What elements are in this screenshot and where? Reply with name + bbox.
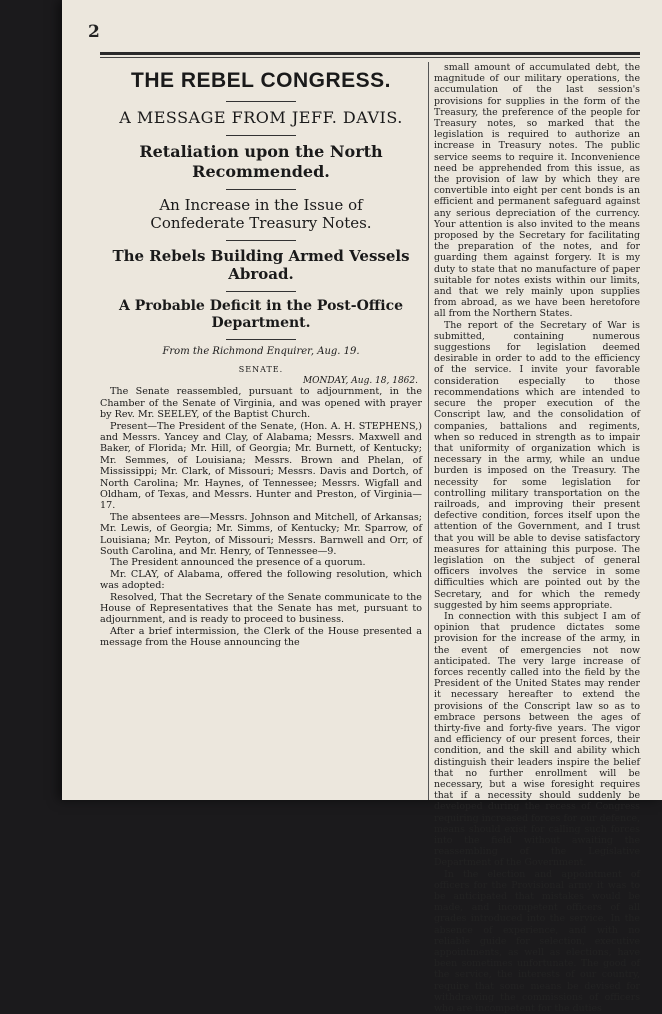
separator [226, 339, 296, 340]
section-label: SENATE. [238, 365, 284, 375]
separator [226, 189, 296, 190]
subhead-retaliation: Retaliation upon the North Recommended. [139, 142, 383, 181]
body-paragraph: In connection with this subject I am of opinion that prudence dictates some provision for the increase of the army, in the event of emergencies not now anticipated. The very large increase of forces recently called into the field by the President of the United States may render it necessary hereafter to extend the provisions of the Conscript law so as to embrace persons between the ages of thirty-five and forty-five years. The vigor and efficiency of our present forces, their condition, and the skill and ability which distinguish their leaders inspire the belief that no further enrollment will be necessary, but a wise foresight requires that if a necessity should suddenly be developed during the recess of Congress requiring increased forces for our defence, means should exist for calling such forces into the field without awaiting the reassembling of the Legislative Department of the Government. [434, 610, 640, 869]
body-paragraph: small amount of accumulated debt, the magnitude of our military operations, the accumulation of the last session's provisions for supplies in the form of the Treasury, the preference of the people for Treasury notes, so marked that the legislation is required to authorize an increase in Treasury notes. The public service seems to require it. Inconvenience need be apprehended from this issue, as the provision of law by which they are convertible into eight per cent bonds is an efficient and permanent safeguard against any serious depreciation of the currency. Your attention is also invited to the means proposed by the Secretary for facilitating the preparation of the notes, and for guarding them against forgery. It is my duty to state that no manufacture of paper suitable for notes exists within our limits, and that we rely mainly upon supplies from abroad, as we have been heretofore all from the Northern States. [434, 62, 640, 320]
body-paragraph: After a brief intermission, the Clerk of the House presented a message from the House announcing the [100, 625, 422, 649]
subhead-post-office: A Probable Deficit in the Post-Office Department. [118, 297, 404, 331]
body-paragraph: In the election and appointment of officers for the Provisional army it was to be anticipated that mistakes would be made, and incompetent officers of all grades introduced into the service. In the absence of experience, and with no reliable guide for selection, executive appointments, as well as elections, have been sometimes unfortunate. The good of the service, the interests of our country, require that some means be devised for withdrawing the commissions of officers who are incompetent for the duties [434, 868, 640, 1014]
body-paragraph: The Senate reassembled, pursuant to adjournment, in the Chamber of the Senate of Virginia, and was opened with prayer by Rev. Mr. SEELEY, of the Baptist Church. [100, 386, 422, 421]
body-paragraph: The absentees are—Messrs. Johnson and Mitchell, of Arkansas; Mr. Lewis, of Georgia; Mr. Simms, of Kentucky; Mr. Sparrow, of Louisiana; Mr. Peyton, of Missouri; Messrs. Barnwell and Orr, of South Carolina, and Mr. Henry, of Tennessee—9. [100, 511, 422, 558]
separator [226, 240, 296, 241]
subhead-vessels: The Rebels Building Armed Vessels Abroad. [112, 246, 410, 283]
subhead-message: A MESSAGE FROM JEFF. DAVIS. [119, 108, 403, 128]
top-rule-thin [100, 57, 640, 58]
top-rule [100, 52, 640, 55]
separator [226, 291, 296, 292]
right-column [434, 62, 640, 1014]
article-title: THE REBEL CONGRESS. [131, 69, 391, 92]
page-number: 2 [88, 22, 100, 42]
session-date: MONDAY, Aug. 18, 1862. [302, 376, 418, 387]
separator [226, 135, 296, 136]
source-line: From the Richmond Enquirer, Aug. 19. [162, 346, 360, 358]
left-column [100, 62, 422, 800]
subhead-treasury: An Increase in the Issue of Confederate Treasury Notes. [150, 195, 372, 232]
column-divider [428, 62, 429, 800]
body-paragraph: Mr. CLAY, of Alabama, offered the following resolution, which was adopted: [100, 568, 422, 592]
body-paragraph: Resolved, That the Secretary of the Senate communicate to the House of Representatives that the Senate has met, pursuant to adjournment, and is ready to proceed to business. [100, 591, 422, 626]
body-paragraph: The President announced the presence of a quorum. [110, 557, 366, 569]
body-paragraph: Present—The President of the Senate, (Hon. A. H. STEPHENS,) and Messrs. Yancey and Clay, of Alabama; Messrs. Maxwell and Baker, of Florida; Mr. Hill, of Georgia; Mr. Burnett, of Kentucky; Mr. Semmes, of Louisiana; Messrs. Brown and Phelan, of Mississippi; Mr. Clark, of Missouri; Messrs. Davis and Dortch, of North Carolina; Mr. Haynes, of Tennessee; Messrs. Wigfall and Oldham, of Texas, and Messrs. Hunter and Preston, of Virginia—17. [100, 420, 422, 512]
body-paragraph: The report of the Secretary of War is submitted, containing numerous suggestions for legislation deemed desirable in order to add to the efficiency of the service. I invite your favorable consideration especially to those recommendations which are intended to secure the proper execution of the Conscript law, and the consolidation of companies, battalions and regiments, when so reduced in strength as to impair that uniformity of organization which is necessary in the army, while an undue burden is imposed on the Treasury. The necessity for some legislation for controlling military transportation on the railroads, and improving their present defective condition, forces itself upon the attention of the Government, and I trust that you will be able to devise satisfactory measures for attaining this purpose. The legislation on the subject of general officers involves the service in some difficulties which are pointed out by the Secretary, and for which the remedy suggested by him seems appropriate. [434, 319, 640, 611]
separator [226, 101, 296, 102]
